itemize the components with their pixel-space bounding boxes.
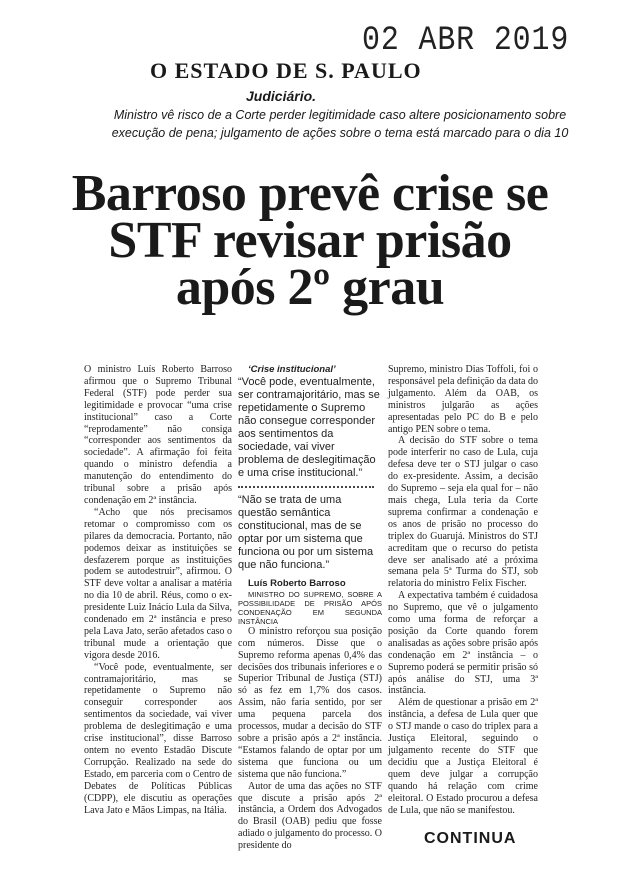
paragraph: O ministro Luís Roberto Barroso afirmou que o Supremo Tribunal Federal (STF) pode perder sua legitimidade e provocar “uma crise institucional” caso a Corte “reprodamente” não consiga “corresponder aos sentimentos da sociedade”. A afirmação foi feita quando o ministro defendia a manutenção do entendimento do tribunal sobre a prisão após condenação em 2ª instância.	[84, 364, 232, 506]
paragraph: O ministro reforçou sua posição com números. Disse que o Supremo reforma apenas 0,4% das decisões dos tribunais inferiores e o Superior Tribunal de Justiça (STJ) só as fez em 1,7% dos casos. Assim, não faria sentido, por ser uma pequena parcela dos processos, mudar a decisão do STF sobre a prisão após a 2ª instância. “Estamos falando de optar por um sistema que funciona ou um sistema que não funciona.”	[238, 625, 382, 780]
paragraph: Além de questionar a prisão em 2ª instância, a defesa de Lula quer que o STJ mande o caso do triplex para a Justiça Eleitoral, seguindo o julgamento recente do STF que decidiu que a Justiça Eleitoral é quem deve julgar a corrupção quando há relação com crime eleitoral. O Estado procurou a defesa de Lula, que não se manifestou.	[388, 697, 538, 816]
paragraph: A expectativa também é cuidadosa no Supremo, que vê o julgamento como uma forma de reforçar a posição da Corte quando forem analisadas as ações sobre prisão após condenação em 2ª instância – o Supremo poderá se permitir prisão só após análise do STJ, uma 3ª instância.	[388, 590, 538, 697]
article-column-1	[84, 364, 232, 816]
paragraph: Autor de uma das ações no STF que discute a prisão após 2ª instância, a Ordem dos Advogados do Brasil (OAB) pediu que fosse adiado o julgamento do processo. O presidente do	[238, 780, 382, 852]
pull-quote: “Não se trata de uma questão semântica constitucional, mas de se optar por um sistema que funciona ou por um sistema que não funciona.”	[238, 493, 374, 571]
intertitle: ‘Crise institucional’	[248, 364, 336, 375]
paragraph: Supremo, ministro Dias Toffoli, foi o responsável pela definição da data do julgamento. Além da OAB, os ministros julgarão as ações apresentadas pelo PC do B e pelo antigo PEN sobre o tema.	[388, 364, 538, 435]
headline: Barroso prevê crise se STF revisar prisão após 2º grau	[71, 165, 549, 316]
continued-label: CONTINUA	[424, 830, 517, 847]
article-column-3	[388, 364, 538, 816]
paragraph: A decisão do STF sobre o tema pode interferir no caso de Lula, cuja defesa deve ter o STJ julgar o caso do ex-presidente. Assim, a decisão do Supremo – seja ela qual for – não mais chega, Lula teria da Corte suprema confirmar a condenação e os anos de prisão no processo do triplex do Guarujá. Ministros do STJ acreditam que o recurso do petista deve ser analisado até a próxima semana pela 5ª Turma do STJ, sob relatoria do ministro Felix Fischer.	[388, 435, 538, 590]
section-label: Judiciário.	[246, 88, 317, 104]
subheadline: Ministro vê risco de a Corte perder legitimidade caso altere posicionamento sobre execução de pena; julgamento de ações sobre o tema está marcado para o dia 10	[111, 108, 569, 140]
quote-attribution-name: Luís Roberto Barroso	[248, 577, 346, 589]
paragraph: “Acho que nós precisamos retomar o compromisso com os pilares da democracia. Portanto, não podemos deixar as instituições se desfazerem porque as instituições podem se autodestruir”, afirmou. O STF deve voltar a analisar a matéria no dia 10 de abril. Réus, como o ex-presidente Luiz Inácio Lula da Silva, condenado em 2ª instância e preso pela Lava Jato, serão afetados caso o tribunal mude a orientação que vigora desde 2016.	[84, 506, 232, 661]
pull-quote: “Você pode, eventualmente, ser contramajoritário, mas se repetidamente o Supremo não consegue corresponder aos sentimentos da sociedade, vai viver problema de deslegitimação e uma crise institucional.”	[238, 375, 380, 479]
quote-attribution-role: MINISTRO DO SUPREMO, SOBRE A POSSIBILIDADE DE PRISÃO APÓS CONDENAÇÃO EM SEGUNDA INSTÂNCIA	[238, 589, 382, 626]
newspaper-masthead: O ESTADO DE S. PAULO	[150, 58, 422, 83]
paragraph: “Você pode, eventualmente, ser contramajoritário, mas se repetidamente o Supremo não conseguir corresponder aos sentimentos da sociedade, vai viver problema de deslegitimação e uma crise institucional”, disse Barroso ontem no evento Estadão Discute Corrupção. Realizado na sede do Estado, em parceria com o Centro de Debates de Políticas Públicas (CDPP), ele discutiu as operações Lava Jato e Mãos Limpas, na Itália.	[84, 661, 232, 816]
article-column-2	[238, 364, 382, 852]
divider	[238, 486, 374, 488]
date-stamp: 02 ABR 2019	[362, 22, 570, 60]
